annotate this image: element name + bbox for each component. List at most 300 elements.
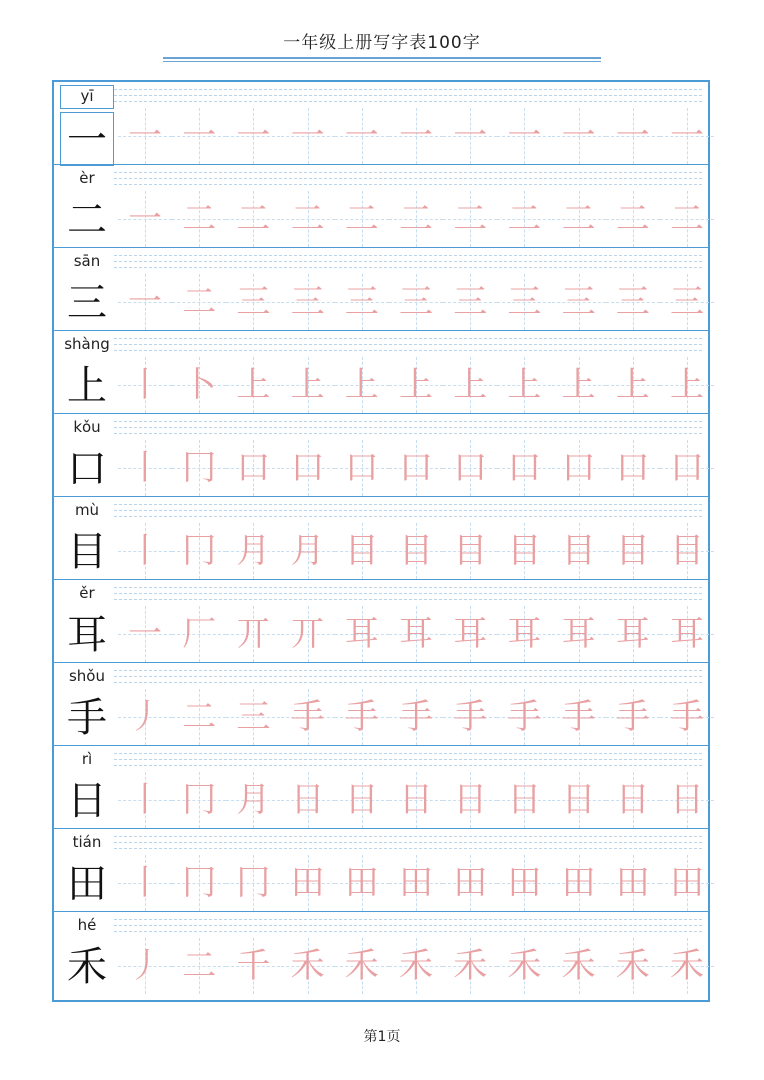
stroke-order-glyph: 口 bbox=[507, 448, 542, 488]
tracing-cell bbox=[172, 274, 226, 330]
tracing-cell bbox=[552, 440, 606, 496]
tracing-cell bbox=[497, 108, 551, 164]
stroke-order-glyph: 一 bbox=[453, 116, 488, 156]
tracing-cell bbox=[389, 440, 443, 496]
tracing-cell bbox=[497, 855, 551, 911]
tracing-cell bbox=[443, 108, 497, 164]
model-character: 手 bbox=[67, 695, 107, 741]
tracing-cell bbox=[172, 689, 226, 745]
tracing-cell bbox=[172, 772, 226, 828]
tracing-cell bbox=[118, 523, 172, 579]
stroke-order-glyph: 田 bbox=[561, 863, 596, 903]
tracing-cell bbox=[443, 191, 497, 247]
tracing-cell bbox=[552, 523, 606, 579]
tracing-cell bbox=[335, 689, 389, 745]
stroke-order-glyph: 口 bbox=[399, 448, 433, 488]
tracing-cell bbox=[660, 357, 714, 413]
stroke-order-glyph: 三 bbox=[453, 282, 488, 322]
stroke-order-glyph: 一 bbox=[399, 116, 433, 156]
practice-row bbox=[54, 414, 708, 497]
tracing-cell bbox=[552, 606, 606, 662]
tracing-cell bbox=[606, 938, 660, 994]
model-character: 田 bbox=[67, 861, 107, 907]
stroke-order-glyph: 冂 bbox=[182, 863, 217, 903]
practice-row bbox=[54, 248, 708, 331]
tracing-cell bbox=[389, 191, 443, 247]
tracing-cell bbox=[226, 606, 280, 662]
tracing-cell bbox=[335, 108, 389, 164]
pinyin-guide-lines bbox=[54, 912, 708, 938]
stroke-order-glyph: 手 bbox=[561, 697, 596, 737]
tracing-cell bbox=[606, 606, 660, 662]
stroke-order-glyph: 日 bbox=[507, 780, 542, 820]
stroke-order-glyph: 一 bbox=[128, 282, 162, 322]
tracing-cell bbox=[281, 772, 335, 828]
practice-row bbox=[54, 580, 708, 663]
tracing-cell bbox=[172, 440, 226, 496]
stroke-order-glyph: 口 bbox=[236, 448, 271, 488]
tracing-cell bbox=[118, 606, 172, 662]
tracing-cell bbox=[443, 606, 497, 662]
tracing-cell bbox=[389, 108, 443, 164]
tracing-cell bbox=[552, 191, 606, 247]
tracing-cell bbox=[660, 938, 714, 994]
tracing-cell bbox=[226, 357, 280, 413]
model-character: 目 bbox=[67, 529, 107, 575]
pinyin-label: shǒu bbox=[68, 667, 105, 685]
tracing-cell bbox=[660, 274, 714, 330]
stroke-order-glyph: 三 bbox=[236, 282, 271, 322]
stroke-order-glyph: 一 bbox=[128, 199, 162, 239]
tracing-cell bbox=[118, 191, 172, 247]
stroke-order-glyph: 二 bbox=[182, 282, 217, 322]
tracing-cell bbox=[497, 274, 551, 330]
stroke-order-glyph: 手 bbox=[615, 697, 650, 737]
tracing-cell bbox=[606, 191, 660, 247]
tracing-cell bbox=[606, 440, 660, 496]
title-underline-thin bbox=[163, 61, 601, 62]
pinyin-guide-lines bbox=[54, 663, 708, 689]
stroke-order-glyph: 田 bbox=[615, 863, 650, 903]
character-band bbox=[54, 440, 708, 496]
stroke-order-glyph: 禾 bbox=[615, 946, 650, 986]
tracing-cell bbox=[172, 855, 226, 911]
tracing-cell bbox=[118, 440, 172, 496]
stroke-order-glyph: 二 bbox=[399, 199, 433, 239]
stroke-order-glyph: 目 bbox=[670, 531, 704, 571]
tracing-cell bbox=[389, 357, 443, 413]
stroke-order-glyph: 手 bbox=[290, 697, 325, 737]
stroke-order-glyph: 一 bbox=[182, 116, 217, 156]
pinyin-label: shàng bbox=[64, 335, 110, 353]
model-character: 一 bbox=[60, 112, 114, 166]
tracing-cell bbox=[660, 855, 714, 911]
tracing-cell bbox=[226, 274, 280, 330]
stroke-order-glyph: 禾 bbox=[507, 946, 542, 986]
tracing-cell bbox=[226, 938, 280, 994]
stroke-order-glyph: 一 bbox=[344, 116, 379, 156]
tracing-cell bbox=[552, 938, 606, 994]
tracing-cell bbox=[660, 440, 714, 496]
tracing-cell bbox=[606, 772, 660, 828]
tracing-cell bbox=[172, 938, 226, 994]
stroke-order-glyph: 日 bbox=[290, 780, 325, 820]
stroke-order-glyph: 二 bbox=[561, 199, 596, 239]
model-character: 口 bbox=[67, 446, 107, 492]
tracing-cell bbox=[226, 689, 280, 745]
stroke-order-glyph: 耳 bbox=[670, 614, 704, 654]
pinyin-label: rì bbox=[81, 750, 93, 768]
tracing-cell bbox=[118, 274, 172, 330]
tracing-cell bbox=[335, 772, 389, 828]
stroke-order-glyph: 禾 bbox=[670, 946, 704, 986]
tracing-cell bbox=[552, 855, 606, 911]
stroke-order-glyph: 冂 bbox=[182, 448, 217, 488]
pinyin-guide-lines bbox=[54, 248, 708, 274]
stroke-order-glyph: 上 bbox=[561, 365, 596, 405]
pinyin-guide-lines bbox=[54, 580, 708, 606]
tracing-cell bbox=[118, 772, 172, 828]
stroke-order-glyph: 冂 bbox=[182, 780, 217, 820]
tracing-cell bbox=[497, 938, 551, 994]
tracing-cell bbox=[118, 108, 172, 164]
stroke-order-glyph: 丿 bbox=[128, 697, 162, 737]
tracing-cell bbox=[226, 440, 280, 496]
stroke-order-glyph: 一 bbox=[561, 116, 596, 156]
stroke-order-glyph: 日 bbox=[561, 780, 596, 820]
tracing-cell bbox=[497, 440, 551, 496]
tracing-cell bbox=[335, 523, 389, 579]
stroke-order-glyph: 耳 bbox=[453, 614, 488, 654]
stroke-order-glyph: 耳 bbox=[399, 614, 433, 654]
stroke-order-glyph: 禾 bbox=[399, 946, 433, 986]
practice-row bbox=[54, 331, 708, 414]
practice-row bbox=[54, 497, 708, 580]
stroke-order-glyph: 月 bbox=[236, 780, 271, 820]
stroke-order-glyph: 一 bbox=[236, 116, 271, 156]
model-character: 二 bbox=[67, 197, 107, 243]
stroke-order-glyph: 口 bbox=[670, 448, 704, 488]
tracing-cell bbox=[606, 523, 660, 579]
stroke-order-glyph: 日 bbox=[344, 780, 379, 820]
tracing-cell bbox=[497, 191, 551, 247]
stroke-order-glyph: 口 bbox=[615, 448, 650, 488]
practice-row bbox=[54, 829, 708, 912]
stroke-order-glyph: 三 bbox=[290, 282, 325, 322]
tracing-cell bbox=[606, 855, 660, 911]
stroke-order-glyph: 一 bbox=[128, 116, 162, 156]
tracing-cell bbox=[606, 357, 660, 413]
tracing-cell bbox=[389, 606, 443, 662]
stroke-order-glyph: 一 bbox=[615, 116, 650, 156]
tracing-cell bbox=[118, 689, 172, 745]
tracing-cell bbox=[389, 938, 443, 994]
tracing-cell bbox=[443, 440, 497, 496]
tracing-cell bbox=[281, 440, 335, 496]
tracing-cell bbox=[226, 772, 280, 828]
character-band bbox=[54, 274, 708, 330]
tracing-cell bbox=[389, 855, 443, 911]
stroke-order-glyph: 二 bbox=[182, 697, 217, 737]
tracing-cell bbox=[335, 606, 389, 662]
tracing-cell bbox=[172, 108, 226, 164]
tracing-cell bbox=[497, 606, 551, 662]
tracing-cell bbox=[443, 523, 497, 579]
tracing-cell bbox=[497, 772, 551, 828]
stroke-order-glyph: 口 bbox=[344, 448, 379, 488]
tracing-cell bbox=[606, 274, 660, 330]
character-band bbox=[54, 606, 708, 662]
model-character: 耳 bbox=[67, 612, 107, 658]
stroke-order-glyph: 上 bbox=[670, 365, 704, 405]
stroke-order-glyph: 厂 bbox=[182, 614, 217, 654]
character-band bbox=[54, 689, 708, 745]
tracing-cell bbox=[335, 855, 389, 911]
writing-grid-sheet bbox=[52, 80, 710, 1002]
stroke-order-glyph: 耳 bbox=[344, 614, 379, 654]
tracing-cell bbox=[226, 108, 280, 164]
stroke-order-glyph: 三 bbox=[236, 697, 271, 737]
stroke-order-glyph: 丨 bbox=[128, 863, 162, 903]
tracing-cell bbox=[281, 357, 335, 413]
stroke-order-glyph: 二 bbox=[507, 199, 542, 239]
tracing-cell bbox=[660, 523, 714, 579]
character-band bbox=[54, 108, 708, 164]
title-underline bbox=[163, 57, 601, 59]
stroke-order-glyph: 耳 bbox=[561, 614, 596, 654]
stroke-order-glyph: 田 bbox=[670, 863, 704, 903]
stroke-order-glyph: 卜 bbox=[182, 365, 217, 405]
stroke-order-glyph: 目 bbox=[344, 531, 379, 571]
stroke-order-glyph: 田 bbox=[453, 863, 488, 903]
tracing-cell bbox=[660, 689, 714, 745]
character-band bbox=[54, 357, 708, 413]
stroke-order-glyph: 一 bbox=[670, 116, 704, 156]
stroke-order-glyph: 田 bbox=[344, 863, 379, 903]
practice-row bbox=[54, 82, 708, 165]
stroke-order-glyph: 口 bbox=[561, 448, 596, 488]
page-title: 一年级上册写字表100字 bbox=[283, 33, 481, 53]
tracing-cell bbox=[281, 938, 335, 994]
stroke-order-glyph: 日 bbox=[670, 780, 704, 820]
model-character: 禾 bbox=[67, 944, 107, 990]
tracing-cell bbox=[497, 357, 551, 413]
stroke-order-glyph: 上 bbox=[290, 365, 325, 405]
stroke-order-glyph: 三 bbox=[344, 282, 379, 322]
stroke-order-glyph: 一 bbox=[290, 116, 325, 156]
practice-row bbox=[54, 663, 708, 746]
stroke-order-glyph: 三 bbox=[561, 282, 596, 322]
stroke-order-glyph: 上 bbox=[236, 365, 271, 405]
tracing-cell bbox=[389, 689, 443, 745]
tracing-cell bbox=[606, 689, 660, 745]
stroke-order-glyph: 禾 bbox=[344, 946, 379, 986]
stroke-order-glyph: 禾 bbox=[290, 946, 325, 986]
stroke-order-glyph: 田 bbox=[399, 863, 433, 903]
tracing-cell bbox=[443, 855, 497, 911]
tracing-cell bbox=[172, 523, 226, 579]
tracing-cell bbox=[552, 108, 606, 164]
model-character: 日 bbox=[67, 778, 107, 824]
stroke-order-glyph: 月 bbox=[236, 531, 271, 571]
stroke-order-glyph: 目 bbox=[615, 531, 650, 571]
tracing-cell bbox=[389, 772, 443, 828]
stroke-order-glyph: 口 bbox=[290, 448, 325, 488]
pinyin-guide-lines bbox=[54, 829, 708, 855]
stroke-order-glyph: 目 bbox=[399, 531, 433, 571]
pinyin-label: sān bbox=[73, 252, 101, 270]
stroke-order-glyph: 丌 bbox=[236, 614, 271, 654]
tracing-cell bbox=[389, 274, 443, 330]
tracing-cell bbox=[443, 357, 497, 413]
tracing-cell bbox=[226, 523, 280, 579]
stroke-order-glyph: 丿 bbox=[128, 946, 162, 986]
tracing-cell bbox=[172, 606, 226, 662]
stroke-order-glyph: 二 bbox=[670, 199, 704, 239]
stroke-order-glyph: 手 bbox=[399, 697, 433, 737]
tracing-cell bbox=[552, 689, 606, 745]
tracing-cell bbox=[281, 606, 335, 662]
stroke-order-glyph: 一 bbox=[128, 614, 162, 654]
tracing-cell bbox=[660, 191, 714, 247]
pinyin-label: ěr bbox=[79, 584, 95, 602]
stroke-order-glyph: 三 bbox=[670, 282, 704, 322]
tracing-cell bbox=[226, 855, 280, 911]
tracing-cell bbox=[281, 108, 335, 164]
stroke-order-glyph: 上 bbox=[399, 365, 433, 405]
stroke-order-glyph: 手 bbox=[670, 697, 704, 737]
stroke-order-glyph: 月 bbox=[290, 531, 325, 571]
tracing-cell bbox=[118, 855, 172, 911]
page-number: 第1页 bbox=[363, 1029, 401, 1045]
stroke-order-glyph: 二 bbox=[290, 199, 325, 239]
tracing-cell bbox=[552, 772, 606, 828]
pinyin-label: tián bbox=[72, 833, 102, 851]
stroke-order-glyph: 上 bbox=[344, 365, 379, 405]
tracing-cell bbox=[226, 191, 280, 247]
tracing-cell bbox=[443, 772, 497, 828]
stroke-order-glyph: 目 bbox=[453, 531, 488, 571]
character-band bbox=[54, 938, 708, 994]
character-band bbox=[54, 523, 708, 579]
model-character: 三 bbox=[67, 280, 107, 326]
stroke-order-glyph: 丌 bbox=[290, 614, 325, 654]
tracing-cell bbox=[443, 274, 497, 330]
stroke-order-glyph: 手 bbox=[453, 697, 488, 737]
tracing-cell bbox=[118, 938, 172, 994]
stroke-order-glyph: 口 bbox=[453, 448, 488, 488]
tracing-cell bbox=[552, 274, 606, 330]
stroke-order-glyph: 上 bbox=[615, 365, 650, 405]
stroke-order-glyph: 冂 bbox=[182, 531, 217, 571]
stroke-order-glyph: 二 bbox=[344, 199, 379, 239]
tracing-cell bbox=[281, 855, 335, 911]
character-band bbox=[54, 772, 708, 828]
stroke-order-glyph: 丨 bbox=[128, 365, 162, 405]
tracing-cell bbox=[660, 772, 714, 828]
stroke-order-glyph: 一 bbox=[507, 116, 542, 156]
stroke-order-glyph: 三 bbox=[507, 282, 542, 322]
tracing-cell bbox=[335, 274, 389, 330]
character-band bbox=[54, 191, 708, 247]
stroke-order-glyph: 目 bbox=[561, 531, 596, 571]
stroke-order-glyph: 田 bbox=[507, 863, 542, 903]
stroke-order-glyph: 二 bbox=[182, 199, 217, 239]
stroke-order-glyph: 日 bbox=[453, 780, 488, 820]
pinyin-guide-lines bbox=[54, 165, 708, 191]
stroke-order-glyph: 二 bbox=[182, 946, 217, 986]
tracing-cell bbox=[389, 523, 443, 579]
stroke-order-glyph: 二 bbox=[453, 199, 488, 239]
tracing-cell bbox=[335, 191, 389, 247]
tracing-cell bbox=[660, 606, 714, 662]
tracing-cell bbox=[172, 357, 226, 413]
stroke-order-glyph: 禾 bbox=[561, 946, 596, 986]
stroke-order-glyph: 耳 bbox=[507, 614, 542, 654]
stroke-order-glyph: 千 bbox=[236, 946, 271, 986]
tracing-cell bbox=[335, 938, 389, 994]
pinyin-label: mù bbox=[74, 501, 100, 519]
pinyin-label: yī bbox=[60, 85, 114, 109]
stroke-order-glyph: 上 bbox=[507, 365, 542, 405]
stroke-order-glyph: 丨 bbox=[128, 780, 162, 820]
model-character: 上 bbox=[67, 363, 107, 409]
tracing-cell bbox=[281, 689, 335, 745]
stroke-order-glyph: 禾 bbox=[453, 946, 488, 986]
tracing-cell bbox=[497, 689, 551, 745]
tracing-cell bbox=[281, 191, 335, 247]
stroke-order-glyph: 二 bbox=[615, 199, 650, 239]
tracing-cell bbox=[335, 440, 389, 496]
stroke-order-glyph: 目 bbox=[507, 531, 542, 571]
stroke-order-glyph: 日 bbox=[399, 780, 433, 820]
tracing-cell bbox=[552, 357, 606, 413]
tracing-cell bbox=[497, 523, 551, 579]
stroke-order-glyph: 耳 bbox=[615, 614, 650, 654]
pinyin-guide-lines bbox=[54, 497, 708, 523]
pinyin-guide-lines bbox=[54, 746, 708, 772]
tracing-cell bbox=[335, 357, 389, 413]
stroke-order-glyph: 手 bbox=[507, 697, 542, 737]
pinyin-label: kǒu bbox=[73, 418, 101, 436]
pinyin-guide-lines bbox=[54, 331, 708, 357]
tracing-cell bbox=[172, 191, 226, 247]
tracing-cell bbox=[443, 689, 497, 745]
stroke-order-glyph: 上 bbox=[453, 365, 488, 405]
character-band bbox=[54, 855, 708, 911]
tracing-cell bbox=[281, 274, 335, 330]
tracing-cell bbox=[443, 938, 497, 994]
tracing-cell bbox=[118, 357, 172, 413]
stroke-order-glyph: 冂 bbox=[236, 863, 271, 903]
tracing-cell bbox=[281, 523, 335, 579]
stroke-order-glyph: 三 bbox=[399, 282, 433, 322]
stroke-order-glyph: 日 bbox=[615, 780, 650, 820]
stroke-order-glyph: 丨 bbox=[128, 448, 162, 488]
stroke-order-glyph: 三 bbox=[615, 282, 650, 322]
stroke-order-glyph: 丨 bbox=[128, 531, 162, 571]
tracing-cell bbox=[606, 108, 660, 164]
practice-row bbox=[54, 165, 708, 248]
practice-row bbox=[54, 912, 708, 995]
pinyin-guide-lines bbox=[54, 82, 708, 108]
tracing-cell bbox=[660, 108, 714, 164]
stroke-order-glyph: 二 bbox=[236, 199, 271, 239]
stroke-order-glyph: 田 bbox=[290, 863, 325, 903]
pinyin-label: hé bbox=[77, 916, 97, 934]
pinyin-label: èr bbox=[79, 169, 95, 187]
pinyin-guide-lines bbox=[54, 414, 708, 440]
